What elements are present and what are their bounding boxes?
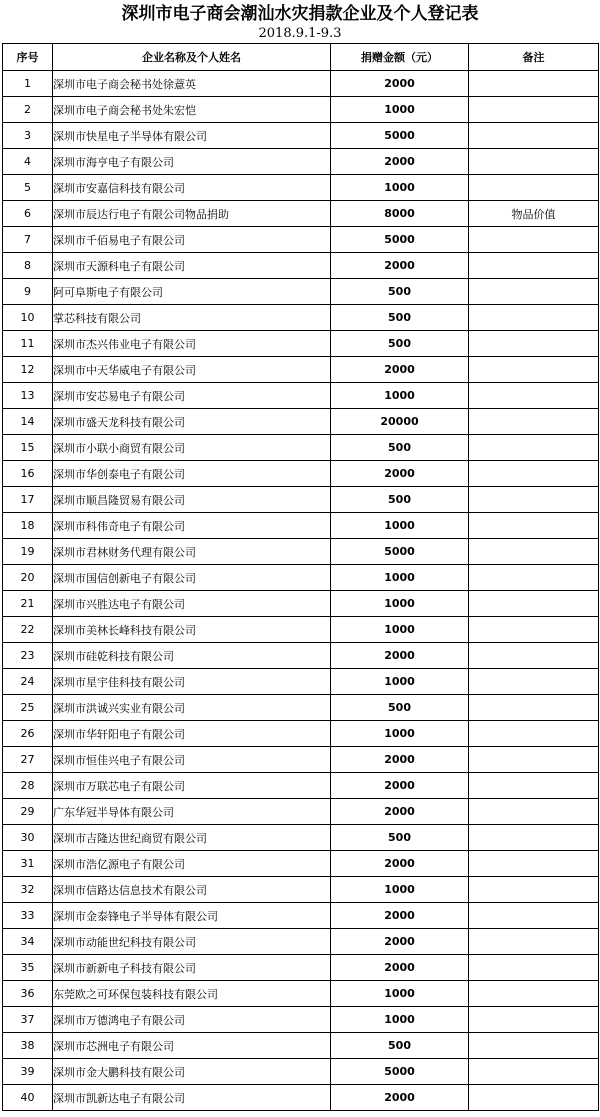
donor-name: 深圳市凯新达电子有限公司 <box>53 1085 331 1111</box>
donor-name: 深圳市硅乾科技有限公司 <box>53 643 331 669</box>
donation-amount: 500 <box>331 1033 469 1059</box>
remark <box>469 877 599 903</box>
table-row <box>3 617 599 643</box>
donation-amount: 1000 <box>331 565 469 591</box>
table-row <box>3 123 599 149</box>
remark <box>469 643 599 669</box>
row-number: 7 <box>3 227 53 253</box>
donor-name: 广东华冠半导体有限公司 <box>53 799 331 825</box>
row-number: 40 <box>3 1085 53 1111</box>
row-number: 25 <box>3 695 53 721</box>
table-row <box>3 747 599 773</box>
donor-name: 深圳市吉隆达世纪商贸有限公司 <box>53 825 331 851</box>
table-row <box>3 305 599 331</box>
row-number: 33 <box>3 903 53 929</box>
table-row <box>3 357 599 383</box>
header-row <box>3 44 599 71</box>
donor-name: 深圳市华轩阳电子有限公司 <box>53 721 331 747</box>
table-row <box>3 799 599 825</box>
header-no: 序号 <box>3 44 53 71</box>
donor-name: 深圳市辰达行电子有限公司物品捐助 <box>53 201 331 227</box>
remark <box>469 539 599 565</box>
remark <box>469 1033 599 1059</box>
donor-name: 深圳市动能世纪科技有限公司 <box>53 929 331 955</box>
table-row <box>3 253 599 279</box>
row-number: 26 <box>3 721 53 747</box>
remark <box>469 591 599 617</box>
remark <box>469 981 599 1007</box>
remark <box>469 1059 599 1085</box>
donor-name: 深圳市天源科电子有限公司 <box>53 253 331 279</box>
remark <box>469 1007 599 1033</box>
row-number: 18 <box>3 513 53 539</box>
remark <box>469 97 599 123</box>
donor-name: 深圳市新新电子科技有限公司 <box>53 955 331 981</box>
table-row <box>3 539 599 565</box>
document-title: 深圳市电子商会潮汕水灾捐款企业及个人登记表 <box>121 4 479 24</box>
table-row <box>3 721 599 747</box>
row-number: 10 <box>3 305 53 331</box>
remark <box>469 955 599 981</box>
donation-amount: 2000 <box>331 461 469 487</box>
table-row <box>3 851 599 877</box>
donor-name: 深圳市电子商会秘书处徐薏英 <box>53 71 331 97</box>
row-number: 23 <box>3 643 53 669</box>
donor-name: 深圳市安芯易电子有限公司 <box>53 383 331 409</box>
donor-name: 阿可阜斯电子有限公司 <box>53 279 331 305</box>
donation-amount: 1000 <box>331 175 469 201</box>
donation-amount: 5000 <box>331 123 469 149</box>
donor-name: 深圳市电子商会秘书处朱宏恺 <box>53 97 331 123</box>
remark <box>469 617 599 643</box>
donation-amount: 500 <box>331 825 469 851</box>
donation-amount: 500 <box>331 305 469 331</box>
table-row <box>3 97 599 123</box>
row-number: 37 <box>3 1007 53 1033</box>
donor-name: 深圳市华创泰电子有限公司 <box>53 461 331 487</box>
table-row <box>3 981 599 1007</box>
donation-amount: 5000 <box>331 1059 469 1085</box>
donation-amount: 500 <box>331 695 469 721</box>
table-row <box>3 903 599 929</box>
row-number: 35 <box>3 955 53 981</box>
row-number: 20 <box>3 565 53 591</box>
donation-amount: 20000 <box>331 409 469 435</box>
row-number: 2 <box>3 97 53 123</box>
table-row <box>3 773 599 799</box>
donation-amount: 2000 <box>331 1085 469 1111</box>
row-number: 5 <box>3 175 53 201</box>
donation-amount: 500 <box>331 331 469 357</box>
donor-name: 深圳市杰兴伟业电子有限公司 <box>53 331 331 357</box>
donation-amount: 1000 <box>331 721 469 747</box>
row-number: 15 <box>3 435 53 461</box>
table-row <box>3 435 599 461</box>
remark <box>469 565 599 591</box>
header-name: 企业名称及个人姓名 <box>53 44 331 71</box>
donor-name: 深圳市芯洲电子有限公司 <box>53 1033 331 1059</box>
row-number: 22 <box>3 617 53 643</box>
remark: 物品价值 <box>469 201 599 227</box>
table-row <box>3 1033 599 1059</box>
table-row <box>3 149 599 175</box>
donation-amount: 500 <box>331 279 469 305</box>
remark <box>469 773 599 799</box>
remark <box>469 695 599 721</box>
donor-name: 深圳市洪诚兴实业有限公司 <box>53 695 331 721</box>
donation-amount: 2000 <box>331 929 469 955</box>
remark <box>469 721 599 747</box>
donation-amount: 500 <box>331 487 469 513</box>
header-amount: 捐赠金额（元） <box>331 44 469 71</box>
row-number: 3 <box>3 123 53 149</box>
table-row <box>3 929 599 955</box>
donation-amount: 2000 <box>331 747 469 773</box>
remark <box>469 149 599 175</box>
row-number: 36 <box>3 981 53 1007</box>
donor-name: 深圳市金大鹏科技有限公司 <box>53 1059 331 1085</box>
row-number: 39 <box>3 1059 53 1085</box>
donor-name: 深圳市快星电子半导体有限公司 <box>53 123 331 149</box>
row-number: 32 <box>3 877 53 903</box>
remark <box>469 253 599 279</box>
donation-amount: 1000 <box>331 981 469 1007</box>
remark <box>469 435 599 461</box>
donation-amount: 2000 <box>331 773 469 799</box>
remark <box>469 357 599 383</box>
table-row <box>3 513 599 539</box>
donor-name: 深圳市浩亿源电子有限公司 <box>53 851 331 877</box>
row-number: 38 <box>3 1033 53 1059</box>
donation-amount: 2000 <box>331 357 469 383</box>
donation-amount: 1000 <box>331 513 469 539</box>
remark <box>469 331 599 357</box>
donor-name: 掌芯科技有限公司 <box>53 305 331 331</box>
donor-name: 深圳市恒佳兴电子有限公司 <box>53 747 331 773</box>
row-number: 27 <box>3 747 53 773</box>
row-number: 29 <box>3 799 53 825</box>
table-row <box>3 227 599 253</box>
donation-amount: 2000 <box>331 643 469 669</box>
table-row <box>3 1059 599 1085</box>
remark <box>469 461 599 487</box>
remark <box>469 825 599 851</box>
table-row <box>3 175 599 201</box>
table-row <box>3 461 599 487</box>
row-number: 14 <box>3 409 53 435</box>
remark <box>469 747 599 773</box>
row-number: 8 <box>3 253 53 279</box>
donation-amount: 1000 <box>331 669 469 695</box>
donation-amount: 1000 <box>331 97 469 123</box>
row-number: 13 <box>3 383 53 409</box>
row-number: 11 <box>3 331 53 357</box>
remark <box>469 1085 599 1111</box>
row-number: 19 <box>3 539 53 565</box>
donation-amount: 1000 <box>331 877 469 903</box>
donor-name: 深圳市金泰锋电子半导体有限公司 <box>53 903 331 929</box>
row-number: 24 <box>3 669 53 695</box>
donation-amount: 2000 <box>331 955 469 981</box>
donation-amount: 1000 <box>331 617 469 643</box>
donor-name: 深圳市兴胜达电子有限公司 <box>53 591 331 617</box>
remark <box>469 383 599 409</box>
table-row <box>3 409 599 435</box>
remark <box>469 513 599 539</box>
donation-amount: 2000 <box>331 149 469 175</box>
donation-amount: 5000 <box>331 227 469 253</box>
row-number: 1 <box>3 71 53 97</box>
table-row <box>3 279 599 305</box>
remark <box>469 929 599 955</box>
table-row <box>3 955 599 981</box>
row-number: 34 <box>3 929 53 955</box>
remark <box>469 305 599 331</box>
donation-amount: 2000 <box>331 799 469 825</box>
donor-name: 深圳市美林长峰科技有限公司 <box>53 617 331 643</box>
table-row <box>3 591 599 617</box>
donor-name: 深圳市安嘉信科技有限公司 <box>53 175 331 201</box>
donor-name: 深圳市国信创新电子有限公司 <box>53 565 331 591</box>
table-row <box>3 643 599 669</box>
remark <box>469 123 599 149</box>
table-row <box>3 71 599 97</box>
table-row <box>3 1085 599 1111</box>
row-number: 4 <box>3 149 53 175</box>
donor-name: 深圳市万联芯电子有限公司 <box>53 773 331 799</box>
donation-amount: 5000 <box>331 539 469 565</box>
table-row <box>3 1007 599 1033</box>
row-number: 28 <box>3 773 53 799</box>
donor-name: 深圳市小联小商贸有限公司 <box>53 435 331 461</box>
table-row <box>3 695 599 721</box>
remark <box>469 71 599 97</box>
donor-name: 深圳市万德鸿电子有限公司 <box>53 1007 331 1033</box>
row-number: 30 <box>3 825 53 851</box>
donation-amount: 2000 <box>331 253 469 279</box>
row-number: 9 <box>3 279 53 305</box>
donation-amount: 2000 <box>331 851 469 877</box>
donor-name: 深圳市科伟奇电子有限公司 <box>53 513 331 539</box>
row-number: 16 <box>3 461 53 487</box>
donor-name: 深圳市海亨电子有限公司 <box>53 149 331 175</box>
table-row <box>3 565 599 591</box>
remark <box>469 851 599 877</box>
header-note: 备注 <box>469 44 599 71</box>
remark <box>469 227 599 253</box>
donation-table <box>2 43 599 1111</box>
table-row <box>3 331 599 357</box>
donation-amount: 2000 <box>331 903 469 929</box>
donor-name: 深圳市顺昌隆贸易有限公司 <box>53 487 331 513</box>
remark <box>469 487 599 513</box>
table-row <box>3 825 599 851</box>
donation-amount: 2000 <box>331 71 469 97</box>
donor-name: 深圳市信路达信息技术有限公司 <box>53 877 331 903</box>
donor-name: 深圳市中天华威电子有限公司 <box>53 357 331 383</box>
table-row <box>3 383 599 409</box>
remark <box>469 669 599 695</box>
row-number: 6 <box>3 201 53 227</box>
row-number: 21 <box>3 591 53 617</box>
table-row <box>3 487 599 513</box>
donation-amount: 1000 <box>331 383 469 409</box>
remark <box>469 175 599 201</box>
donor-name: 深圳市君林财务代理有限公司 <box>53 539 331 565</box>
table-row <box>3 201 599 227</box>
row-number: 31 <box>3 851 53 877</box>
donation-amount: 1000 <box>331 591 469 617</box>
donor-name: 深圳市星宇佳科技有限公司 <box>53 669 331 695</box>
donor-name: 深圳市盛天龙科技有限公司 <box>53 409 331 435</box>
date-range: 2018.9.1-9.3 <box>258 26 342 41</box>
donor-name: 东莞欧之可环保包装科技有限公司 <box>53 981 331 1007</box>
donation-amount: 500 <box>331 435 469 461</box>
donation-amount: 8000 <box>331 201 469 227</box>
donor-name: 深圳市千佰易电子有限公司 <box>53 227 331 253</box>
remark <box>469 409 599 435</box>
remark <box>469 799 599 825</box>
row-number: 12 <box>3 357 53 383</box>
remark <box>469 903 599 929</box>
table-row <box>3 669 599 695</box>
donation-amount: 1000 <box>331 1007 469 1033</box>
row-number: 17 <box>3 487 53 513</box>
table-row <box>3 877 599 903</box>
remark <box>469 279 599 305</box>
